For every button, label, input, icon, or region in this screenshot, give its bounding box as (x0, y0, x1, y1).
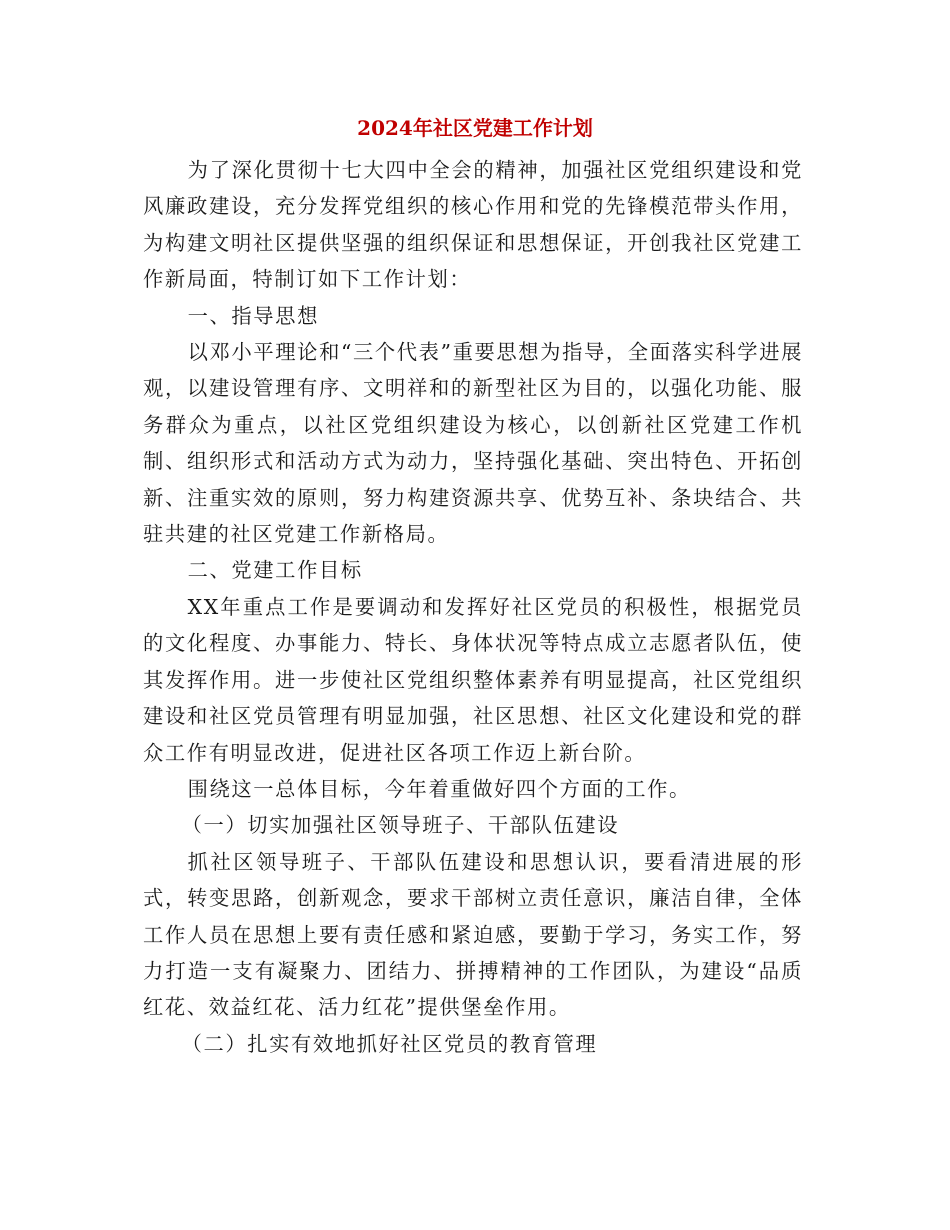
section-heading-guiding-ideology: 一、指导思想 (187, 303, 319, 328)
intro-paragraph: 为了深化贯彻十七大四中全会的精神，加强社区党组织建设和党风廉政建设，充分发挥党组织的核心作用和党的先锋模范带头作用，为构建文明社区提供坚强的组织保证和思想保证，开创我社区党建工作新局面，特制订如下工作计划： (143, 158, 803, 292)
subsection-heading-leadership: （一）切实加强社区领导班子、干部队伍建设 (181, 813, 620, 838)
section-heading-work-goals: 二、党建工作目标 (187, 558, 363, 583)
document-title: 2024年社区党建工作计划 (357, 116, 593, 140)
leadership-paragraph: 抓社区领导班子、干部队伍建设和思想认识，要看清进展的形式，转变思路，创新观念，要求干部树立责任意识，廉洁自律，全体工作人员在思想上要有责任感和紧迫感，要勤于学习，务实工作，努力打造一支有凝聚力、团结力、拼搏精神的工作团队，为建设“品质红花、效益红花、活力红花”提供堡垒作用。 (143, 849, 803, 1020)
four-aspects-paragraph: 围绕这一总体目标，今年着重做好四个方面的工作。 (187, 776, 691, 801)
work-goals-paragraph: XX年重点工作是要调动和发挥好社区党员的积极性，根据党员的文化程度、办事能力、特长、身体状况等特点成立志愿者队伍，使其发挥作用。进一步使社区党组织整体素养有明显提高，社区党组织建设和社区党员管理有明显加强，社区思想、社区文化建设和党的群众工作有明显改进，促进社区各项工作迈上新台阶。 (143, 594, 803, 765)
guiding-ideology-paragraph: 以邓小平理论和“三个代表”重要思想为指导，全面落实科学进展观，以建设管理有序、文明祥和的新型社区为目的，以强化功能、服务群众为重点，以社区党组织建设为核心，以创新社区党建工作机制、组织形式和活动方式为动力，坚持强化基础、突出特色、开拓创新、注重实效的原则，努力构建资源共享、优势互补、条块结合、共驻共建的社区党建工作新格局。 (143, 340, 803, 547)
document-body (143, 152, 803, 1062)
subsection-heading-member-education: （二）扎实有效地抓好社区党员的教育管理 (181, 1031, 598, 1056)
